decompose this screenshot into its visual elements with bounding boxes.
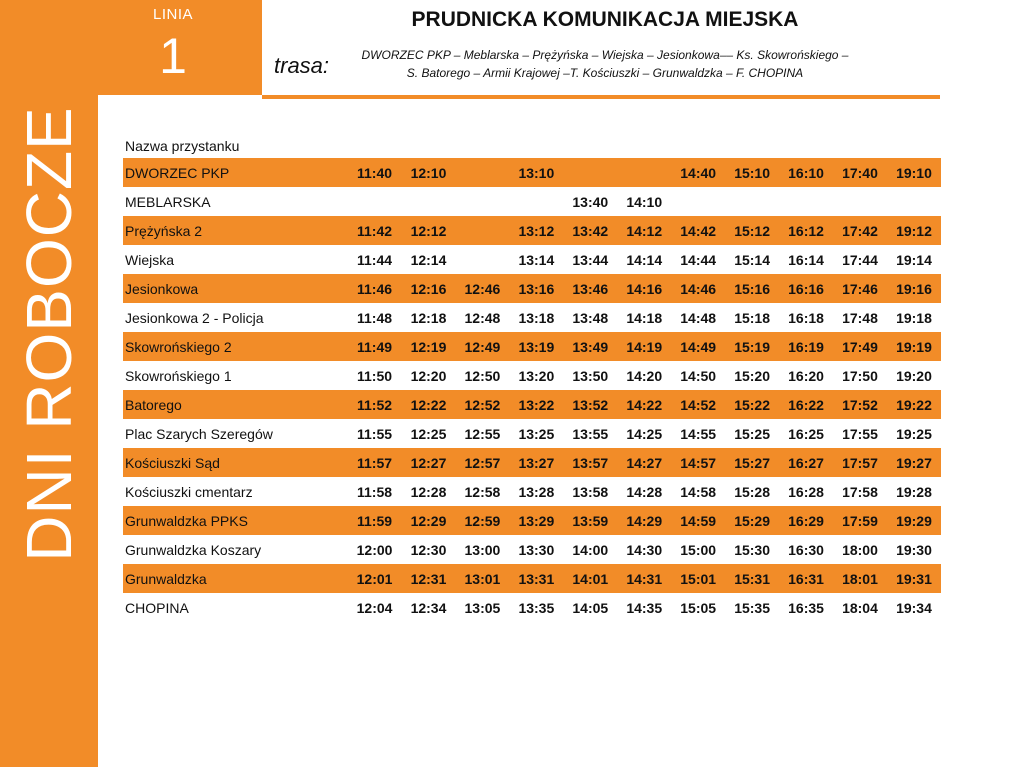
departure-time <box>455 187 509 216</box>
departure-time: 12:20 <box>410 367 447 384</box>
departure-time: 14:40 <box>671 158 725 187</box>
table-row <box>123 332 941 361</box>
departure-time <box>455 245 509 274</box>
departure-time: 12:46 <box>455 274 509 303</box>
route-line-1: DWORZEC PKP – Meblarska – Prężyńska – Wiejska – Jesionkowa–– Ks. Skowrońskiego – <box>361 48 849 62</box>
departure-time: 11:50 <box>357 367 393 384</box>
departure-time: 13:28 <box>518 483 555 500</box>
table-row <box>123 506 941 535</box>
table-header-row <box>123 134 941 158</box>
departure-time: 16:25 <box>788 425 824 442</box>
departure-time: 19:22 <box>887 390 941 419</box>
departure-time: 14:29 <box>617 506 671 535</box>
stop-name: Kościuszki Sąd <box>123 448 348 477</box>
departure-time: 13:42 <box>563 216 617 245</box>
departure-time: 17:46 <box>833 274 887 303</box>
stop-name: Skowrońskiego 2 <box>123 332 348 361</box>
departure-time: 13:27 <box>509 448 563 477</box>
departure-time: 15:10 <box>725 158 779 187</box>
departure-time: 15:14 <box>734 251 770 268</box>
departure-time: 19:34 <box>896 599 932 616</box>
departure-time: 12:22 <box>402 390 456 419</box>
stop-name: Grunwaldzka PPKS <box>123 506 348 535</box>
departure-time: 14:16 <box>617 274 671 303</box>
departure-time <box>563 158 617 187</box>
departure-time: 15:31 <box>725 564 779 593</box>
table-row <box>123 477 941 506</box>
departure-time: 17:59 <box>833 506 887 535</box>
table-row <box>123 245 941 274</box>
table-row <box>123 303 941 332</box>
departure-time: 14:19 <box>617 332 671 361</box>
departure-time <box>671 187 725 216</box>
departure-time: 16:29 <box>779 506 833 535</box>
departure-time: 14:52 <box>671 390 725 419</box>
departure-time: 12:01 <box>348 564 402 593</box>
departure-time: 13:05 <box>464 599 501 616</box>
departure-time: 18:00 <box>842 541 878 558</box>
stop-name: Kościuszki cmentarz <box>125 483 253 500</box>
departure-time: 13:35 <box>518 599 555 616</box>
stop-name: MEBLARSKA <box>125 193 211 210</box>
departure-time: 14:42 <box>671 216 725 245</box>
departure-time: 15:00 <box>680 541 717 558</box>
departure-time: 16:28 <box>788 483 824 500</box>
departure-time <box>725 187 779 216</box>
departure-time: 12:50 <box>464 367 501 384</box>
table-row <box>123 564 941 593</box>
departure-time: 15:22 <box>725 390 779 419</box>
departure-time: 12:29 <box>402 506 456 535</box>
departure-time: 13:12 <box>509 216 563 245</box>
departure-time: 12:12 <box>402 216 456 245</box>
departure-time <box>348 187 402 216</box>
departure-time: 13:52 <box>563 390 617 419</box>
stop-name: Jesionkowa <box>123 274 348 303</box>
departure-time: 14:28 <box>626 483 663 500</box>
departure-time: 14:46 <box>671 274 725 303</box>
departure-time: 19:29 <box>887 506 941 535</box>
departure-time: 13:20 <box>518 367 555 384</box>
table-row <box>123 187 941 216</box>
departure-time: 13:25 <box>518 425 555 442</box>
departure-time: 11:40 <box>348 158 402 187</box>
timetable <box>123 134 941 622</box>
departure-time: 13:29 <box>509 506 563 535</box>
departure-time: 16:31 <box>779 564 833 593</box>
table-row <box>123 158 941 187</box>
line-label: LINIA <box>152 6 193 23</box>
departure-time: 19:20 <box>896 367 932 384</box>
departure-time: 11:59 <box>348 506 402 535</box>
day-type-label: DNI ROBOCZE <box>13 106 85 562</box>
header-divider <box>262 95 940 99</box>
departure-time: 15:30 <box>734 541 770 558</box>
departure-time: 14:58 <box>680 483 717 500</box>
departure-time: 18:04 <box>842 599 878 616</box>
departure-time: 17:49 <box>833 332 887 361</box>
departure-time: 12:19 <box>402 332 456 361</box>
departure-time: 12:00 <box>356 541 393 558</box>
departure-time: 13:30 <box>518 541 555 558</box>
departure-time: 15:20 <box>734 367 770 384</box>
departure-time: 15:05 <box>680 599 717 616</box>
departure-time: 16:19 <box>779 332 833 361</box>
departure-time: 15:28 <box>734 483 770 500</box>
departure-time: 12:55 <box>464 425 501 442</box>
departure-time: 11:57 <box>348 448 402 477</box>
departure-time: 14:20 <box>626 367 663 384</box>
departure-time: 19:19 <box>887 332 941 361</box>
table-row <box>123 419 941 448</box>
departure-time: 19:12 <box>887 216 941 245</box>
route-description <box>340 46 870 82</box>
departure-time: 14:48 <box>680 309 717 326</box>
departure-time: 17:57 <box>833 448 887 477</box>
departure-time: 15:35 <box>734 599 770 616</box>
departure-time: 12:58 <box>464 483 501 500</box>
departure-time: 13:14 <box>518 251 555 268</box>
departure-time: 15:27 <box>725 448 779 477</box>
stop-name: Wiejska <box>125 251 175 268</box>
departure-time: 13:01 <box>455 564 509 593</box>
departure-time: 18:01 <box>833 564 887 593</box>
departure-time: 12:14 <box>410 251 447 268</box>
departure-time: 13:22 <box>509 390 563 419</box>
departure-time: 13:40 <box>572 193 609 210</box>
stop-name: Skowrońskiego 1 <box>125 367 232 384</box>
departure-time: 12:28 <box>410 483 447 500</box>
departure-time: 13:46 <box>563 274 617 303</box>
departure-time: 13:57 <box>563 448 617 477</box>
departure-time: 16:16 <box>779 274 833 303</box>
departure-time <box>455 216 509 245</box>
departure-time: 17:50 <box>842 367 878 384</box>
departure-time: 13:55 <box>572 425 609 442</box>
stop-name: Grunwaldzka Koszary <box>125 541 262 558</box>
route-line-2: S. Batorego – Armii Krajowej –T. Kościuszki – Grunwaldzka – F. CHOPINA <box>406 66 804 80</box>
departure-time: 14:35 <box>626 599 663 616</box>
departure-time: 12:25 <box>410 425 447 442</box>
departure-time <box>617 158 671 187</box>
departure-time: 15:18 <box>734 309 770 326</box>
departure-time: 14:14 <box>626 251 663 268</box>
departure-time: 12:18 <box>410 309 447 326</box>
departure-time: 14:31 <box>617 564 671 593</box>
departure-time: 12:30 <box>410 541 447 558</box>
departure-time: 12:04 <box>356 599 393 616</box>
departure-time: 11:52 <box>348 390 402 419</box>
stop-name: Plac Szarych Szeregów <box>125 425 273 442</box>
departure-time: 15:19 <box>725 332 779 361</box>
departure-time: 19:28 <box>896 483 932 500</box>
table-row <box>123 361 941 390</box>
departure-time: 13:19 <box>509 332 563 361</box>
departure-time: 19:27 <box>887 448 941 477</box>
departure-time <box>455 158 509 187</box>
departure-time: 19:18 <box>896 309 932 326</box>
stop-name: Grunwaldzka <box>123 564 348 593</box>
departure-time: 12:34 <box>410 599 447 616</box>
departure-time: 14:59 <box>671 506 725 535</box>
table-row <box>123 448 941 477</box>
departure-time: 12:16 <box>402 274 456 303</box>
departure-time: 15:12 <box>725 216 779 245</box>
departure-time <box>402 187 456 216</box>
departure-time: 14:57 <box>671 448 725 477</box>
departure-time: 14:01 <box>563 564 617 593</box>
departure-time: 13:31 <box>509 564 563 593</box>
departure-time: 14:55 <box>680 425 717 442</box>
departure-time: 13:10 <box>509 158 563 187</box>
departure-time: 19:10 <box>887 158 941 187</box>
departure-time: 12:57 <box>455 448 509 477</box>
departure-time: 17:40 <box>833 158 887 187</box>
departure-time: 14:05 <box>572 599 609 616</box>
departure-time <box>779 187 833 216</box>
stop-name: Batorego <box>123 390 348 419</box>
departure-time: 19:31 <box>887 564 941 593</box>
departure-time: 16:22 <box>779 390 833 419</box>
departure-time: 11:46 <box>348 274 402 303</box>
departure-time: 14:00 <box>572 541 609 558</box>
departure-time: 14:50 <box>680 367 717 384</box>
departure-time: 11:42 <box>348 216 402 245</box>
departure-time: 17:42 <box>833 216 887 245</box>
departure-time: 11:49 <box>348 332 402 361</box>
departure-time: 16:30 <box>788 541 824 558</box>
departure-time: 14:27 <box>617 448 671 477</box>
stop-name-header: Nazwa przystanku <box>125 138 240 154</box>
departure-time: 14:22 <box>617 390 671 419</box>
departure-time: 11:58 <box>357 483 393 500</box>
departure-time: 14:10 <box>626 193 663 210</box>
departure-time: 14:30 <box>626 541 663 558</box>
departure-time: 13:58 <box>572 483 609 500</box>
departure-time: 17:55 <box>842 425 878 442</box>
departure-time: 19:25 <box>896 425 932 442</box>
route-label: trasa: <box>274 53 330 78</box>
departure-time: 16:18 <box>788 309 824 326</box>
departure-time: 13:16 <box>509 274 563 303</box>
table-row <box>123 216 941 245</box>
departure-time: 13:49 <box>563 332 617 361</box>
table-row <box>123 274 941 303</box>
departure-time: 19:30 <box>896 541 932 558</box>
departure-time: 11:48 <box>357 309 393 326</box>
departure-time: 12:10 <box>402 158 456 187</box>
departure-time: 15:16 <box>725 274 779 303</box>
departure-time: 15:25 <box>734 425 770 442</box>
departure-time: 12:31 <box>402 564 456 593</box>
departure-time: 13:59 <box>563 506 617 535</box>
departure-time: 16:14 <box>788 251 824 268</box>
departure-time: 17:52 <box>833 390 887 419</box>
departure-time: 17:48 <box>842 309 878 326</box>
departure-time: 15:01 <box>671 564 725 593</box>
departure-time: 13:00 <box>464 541 501 558</box>
departure-time: 12:49 <box>455 332 509 361</box>
stop-name: DWORZEC PKP <box>123 158 348 187</box>
departure-time: 12:59 <box>455 506 509 535</box>
departure-time: 17:58 <box>842 483 878 500</box>
stop-name: Jesionkowa 2 - Policja <box>125 309 264 326</box>
table-row <box>123 535 941 564</box>
departure-time: 14:18 <box>626 309 663 326</box>
stop-name: Prężyńska 2 <box>123 216 348 245</box>
departure-time: 14:12 <box>617 216 671 245</box>
departure-time: 19:14 <box>896 251 932 268</box>
departure-time: 13:18 <box>518 309 555 326</box>
departure-time <box>509 187 563 216</box>
departure-time: 16:27 <box>779 448 833 477</box>
departure-time: 13:50 <box>572 367 609 384</box>
table-row <box>123 593 941 622</box>
departure-time: 14:44 <box>680 251 717 268</box>
departure-time: 12:52 <box>455 390 509 419</box>
departure-time: 11:44 <box>357 251 393 268</box>
table-row <box>123 390 941 419</box>
departure-time: 14:49 <box>671 332 725 361</box>
departure-time: 16:12 <box>779 216 833 245</box>
departure-time: 14:25 <box>626 425 663 442</box>
departure-time <box>833 187 887 216</box>
stop-name: CHOPINA <box>125 599 189 616</box>
departure-time: 13:44 <box>572 251 609 268</box>
departure-time: 12:48 <box>464 309 501 326</box>
departure-time: 11:55 <box>357 425 393 442</box>
line-number: 1 <box>159 28 187 84</box>
departure-time <box>887 187 941 216</box>
departure-time: 19:16 <box>887 274 941 303</box>
page-title: PRUDNICKA KOMUNIKACJA MIEJSKA <box>411 8 799 31</box>
departure-time: 16:20 <box>788 367 824 384</box>
departure-time: 12:27 <box>402 448 456 477</box>
departure-time: 17:44 <box>842 251 878 268</box>
departure-time: 16:10 <box>779 158 833 187</box>
departure-time: 15:29 <box>725 506 779 535</box>
departure-time: 16:35 <box>788 599 824 616</box>
departure-time: 13:48 <box>572 309 609 326</box>
